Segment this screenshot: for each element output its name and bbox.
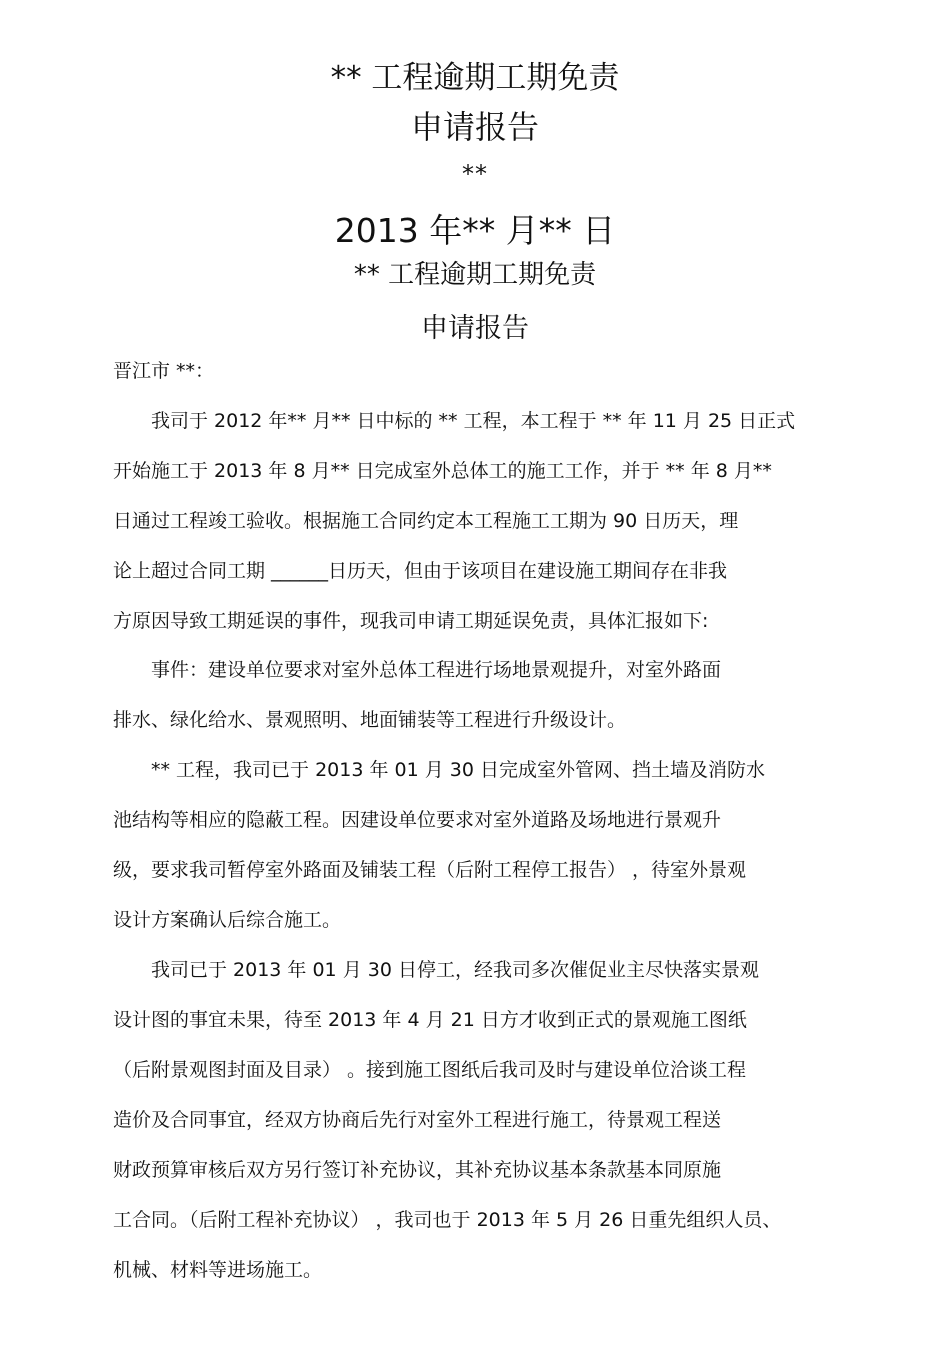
body-line: 设计图的事宜未果，待至 2013 年 4 月 21 日方才收到正式的景观施工图纸 [113, 1009, 747, 1031]
body-line: 我司于 2012 年** 月** 日中标的 ** 工程，本工程于 ** 年 11 月 25 日正式 [113, 410, 796, 432]
body-line: 机械、材料等进场施工。 [113, 1259, 323, 1281]
body-line: 工合同。（后附工程补充协议） ，我司也于 2013 年 5 月 26 日重先组织人员、 [113, 1209, 782, 1231]
body-line: 开始施工于 2013 年 8 月** 日完成室外总体工的施工工作，并于 ** 年 8 月** [113, 460, 772, 482]
addressee: 晋江市 **： [113, 360, 215, 382]
cover-company: ** [462, 160, 488, 188]
body-line: 造价及合同事宜，经双方协商后先行对室外工程进行施工，待景观工程送 [113, 1109, 722, 1131]
body-line: 级，要求我司暂停室外路面及铺装工程（后附工程停工报告） ，待室外景观 [113, 859, 747, 881]
body-line: 论上超过合同工期 ______日历天，但由于该项目在建设施工期间存在非我 [113, 560, 728, 582]
cover-date: 2013 年** 月** 日 [334, 211, 616, 250]
body-line: 设计方案确认后综合施工。 [113, 909, 342, 931]
body-line: 排水、绿化给水、景观照明、地面铺装等工程进行升级设计。 [113, 709, 627, 731]
cover-title-line2: 申请报告 [410, 108, 539, 146]
cover-title-line1: ** 工程逾期工期免责 [330, 60, 620, 96]
body-line: 财政预算审核后双方另行签订补充协议，其补充协议基本条款基本同原施 [113, 1159, 722, 1181]
body-line: 事件：建设单位要求对室外总体工程进行场地景观提升，对室外路面 [113, 659, 722, 681]
body-line: 日通过工程竣工验收。根据施工合同约定本工程施工工期为 90 日历天，理 [113, 510, 739, 532]
body-line: （后附景观图封面及目录） 。接到施工图纸后我司及时与建设单位洽谈工程 [113, 1059, 747, 1081]
body-line: 池结构等相应的隐蔽工程。因建设单位要求对室外道路及场地进行景观升 [113, 809, 722, 831]
body-line: ** 工程，我司已于 2013 年 01 月 30 日完成室外管网、挡土墙及消防水 [113, 759, 765, 781]
body-line: 方原因导致工期延误的事件，现我司申请工期延误免责，具体汇报如下: [113, 610, 709, 632]
report-title-line1: ** 工程逾期工期免责 [353, 260, 597, 290]
body-line: 我司已于 2013 年 01 月 30 日停工，经我司多次催促业主尽快落实景观 [113, 959, 759, 981]
report-title-line2: 申请报告 [421, 313, 529, 344]
